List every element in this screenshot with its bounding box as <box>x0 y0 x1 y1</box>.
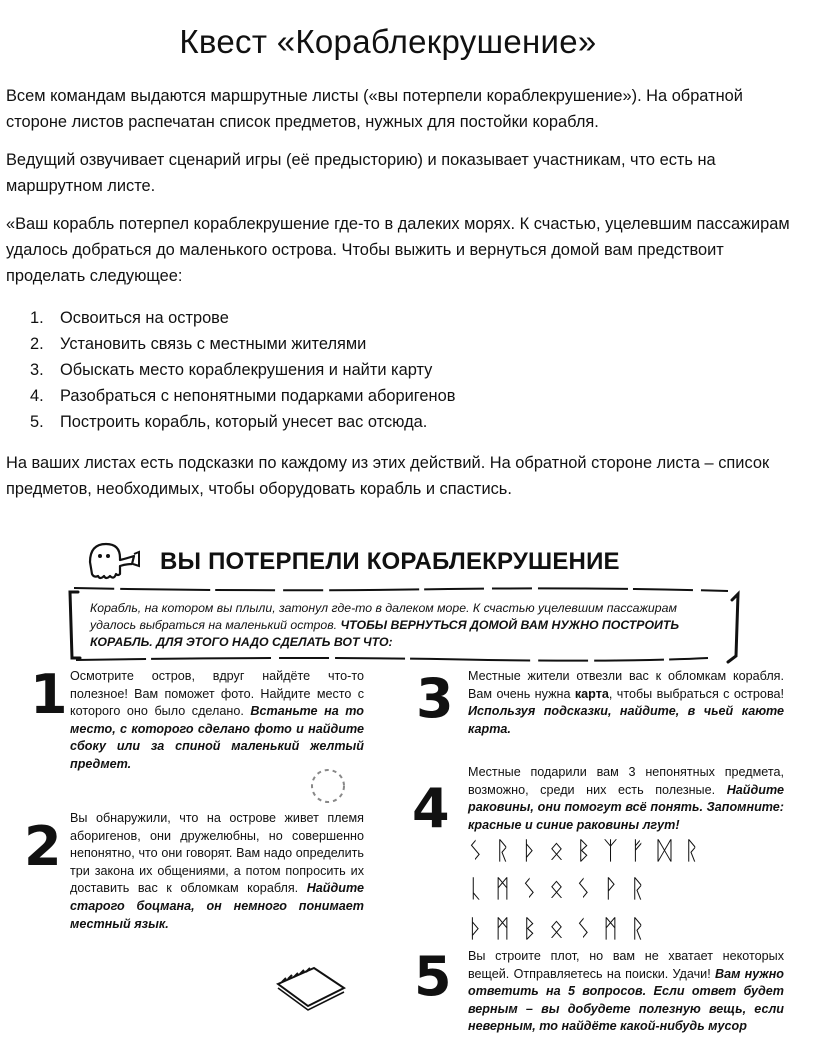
list-item <box>6 409 455 435</box>
step-number-4: 4 <box>412 777 450 840</box>
step-hint: Найдите старого боцмана, он немного понимает местный язык. <box>70 881 365 931</box>
steps-list <box>6 305 455 435</box>
dashed-circle-icon <box>308 766 348 806</box>
worksheet-intro <box>76 592 726 656</box>
page-title: Квест «Кораблекрушение» <box>179 23 597 61</box>
ghost-icon <box>84 538 144 588</box>
step-block-2 <box>70 810 364 933</box>
list-item-text: Построить корабль, который унесет вас отсюда. <box>60 413 428 431</box>
step-text: Местные подарили вам 3 непонятных предмета, возможно, среди них есть полезные. <box>468 765 784 797</box>
worksheet-heading: ВЫ ПОТЕРПЕЛИ КОРАБЛЕКРУШЕНИЕ <box>160 548 620 575</box>
list-item-text: Установить связь с местными жителями <box>60 335 367 353</box>
list-item-text: Разобраться с непонятными подарками аборигенов <box>60 387 456 405</box>
route-sheet-image <box>0 530 816 1055</box>
rune-row-1: ᛊᚱᚦᛟᛒᛉᚠᛞᚱ <box>468 836 712 865</box>
step-hint: Встаньте на то место, с которого сделано фото и найдите сбоку или за спиной маленький желтый предмет. <box>70 704 364 771</box>
step-text-emphasis: карта <box>574 686 609 701</box>
intro-paragraph: Всем командам выдаются маршрутные листы («вы потерпели кораблекрушение»). На обратной стороне листов распечатан список предметов, нужных для постойки корабля. <box>6 87 743 131</box>
list-item-number: 4. <box>30 387 44 405</box>
step-number-3: 3 <box>416 667 454 730</box>
notebook-icon <box>270 962 350 1012</box>
list-item-text: Обыскать место кораблекрушения и найти карту <box>60 361 433 379</box>
list-item-number: 3. <box>30 361 44 379</box>
list-item-text: Освоиться на острове <box>60 309 229 327</box>
list-item-number: 5. <box>30 413 44 431</box>
rune-row-3: ᚦᛗᛒᛟᛊᛗᚱ <box>468 914 658 943</box>
list-item <box>6 383 455 409</box>
step-hint: Используя подсказки, найдите, в чьей каюте карта. <box>468 704 784 736</box>
step-text: Вы строите плот, но вам не хватает некоторых вещей. Отправляетесь на поиски. Удачи! <box>468 949 784 981</box>
step-text: Вы обнаружили, что на острове живет племя аборигенов, они дружелюбны, но совершенно непонятно, что они говорят. Вам надо определить три закона их общениями, а потом попросить их доставить вас к обломкам корабля. <box>70 811 364 896</box>
host-paragraph: Ведущий озвучивает сценарий игры (её предысторию) и показывает участникам, что есть на маршрутном листе. <box>6 151 716 195</box>
list-item-number: 2. <box>30 335 44 353</box>
list-item <box>6 357 455 383</box>
step-block-1 <box>70 668 364 774</box>
step-number-2: 2 <box>24 815 62 878</box>
worksheet-intro-caps: ЧТОБЫ ВЕРНУТЬСЯ ДОМОЙ ВАМ НУЖНО ПОСТРОИТЬ КОРАБЛЬ. ДЛЯ ЭТОГО НАДО СДЕЛАТЬ ВОТ ЧТО: <box>90 618 680 649</box>
closing-paragraph: На ваших листах есть подсказки по каждому из этих действий. На обратной стороне листа – список предметов, необходимых, чтобы оборудовать корабль и спастись. <box>6 454 770 498</box>
step-number-5: 5 <box>414 945 452 1008</box>
step-number-1: 1 <box>30 663 68 726</box>
step-text: Местные жители отвезли вас к обломкам корабля. Вам очень нужна <box>468 669 784 701</box>
story-paragraph: «Ваш корабль потерпел кораблекрушение где-то в далеких морях. К счастью, уцелевшим пассажирам удалось добраться до маленького острова. Чтобы выжить и вернуться домой вам предствоит проделать следующее: <box>6 215 790 285</box>
step-hint: Вам нужно ответить на 5 вопросов. Если ответ будет верным – вы добудете полезную вещь, если неверным, то найдёте какой-нибудь мусор <box>468 966 784 1034</box>
step-block-5 <box>468 948 784 1036</box>
list-item <box>6 331 455 357</box>
step-hint: Найдите раковины, они помогут всё понять. Запомните: красные и синие раковины лгут! <box>468 782 784 832</box>
list-item-number: 1. <box>30 309 44 327</box>
list-item <box>6 305 455 331</box>
step-text: Осмотрите остров, вдруг найдёте что-то полезное! Вам поможет фото. Найдите место с которого оно было сделано. <box>70 669 364 719</box>
step-text: , чтобы выбраться с острова! <box>608 686 784 701</box>
worksheet-intro-text: Корабль, на котором вы плыли, затонул где-то в далеком море. К счастью уцелевшим пассажирам удалось выбраться на маленький остров. <box>90 601 677 632</box>
rune-row-2: ᚳᛗᛊᛟᛊᚹᚱ <box>468 874 658 903</box>
step-block-3 <box>468 668 784 738</box>
step-block-4 <box>468 764 784 834</box>
